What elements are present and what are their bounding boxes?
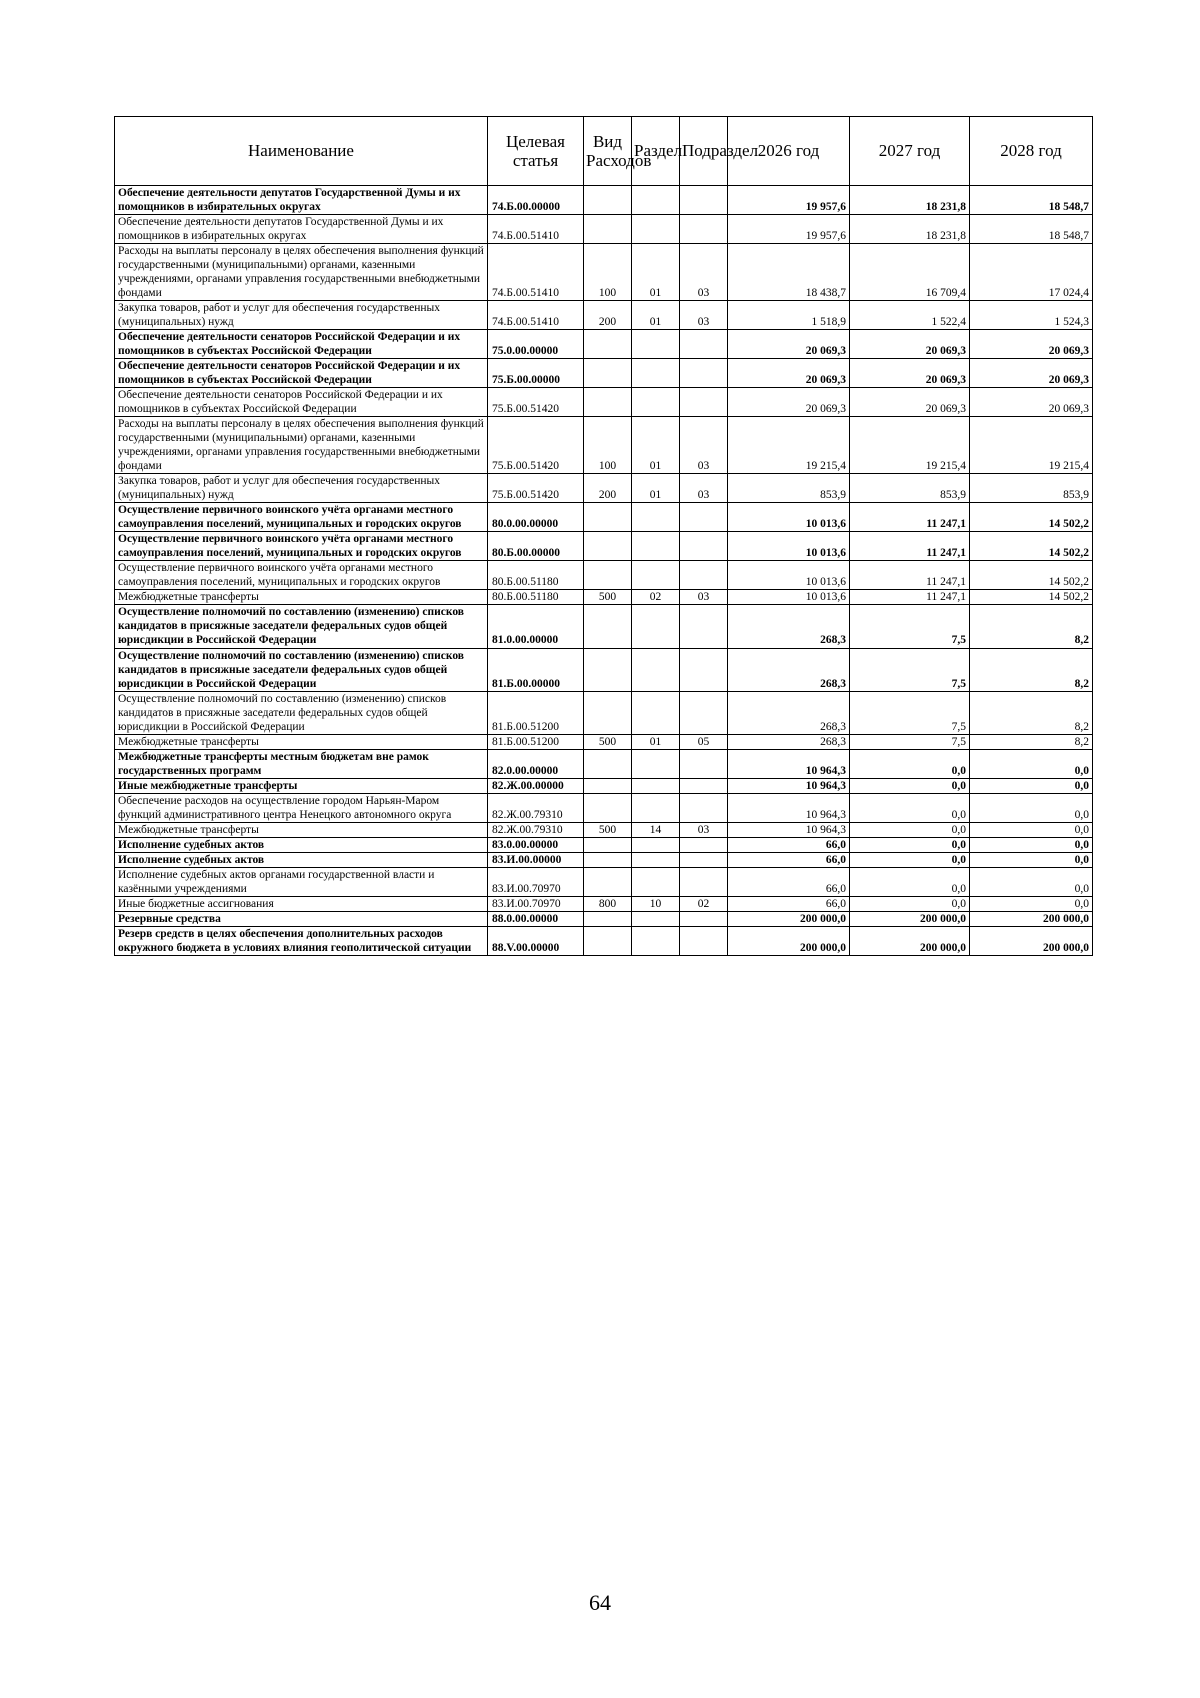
name-cell: Осуществление полномочий по составлению (изменению) списков кандидатов в присяжные заседатели федеральных судов общей юрисдикции в Российской Федерации (115, 648, 488, 691)
table-row (115, 301, 1093, 330)
name-cell: Резервные средства (115, 911, 488, 926)
target-article-cell: 80.0.00.00000 (488, 503, 584, 532)
section-cell: 01 (632, 301, 680, 330)
amount-2026-cell: 10 013,6 (728, 590, 850, 605)
amount-2028-cell: 19 215,4 (970, 417, 1093, 474)
amount-2026-cell: 200 000,0 (728, 911, 850, 926)
table-row (115, 561, 1093, 590)
expense-kind-cell (584, 867, 632, 896)
target-article-cell: 81.Б.00.00000 (488, 648, 584, 691)
subsection-cell: 03 (680, 474, 728, 503)
amount-2028-cell: 0,0 (970, 896, 1093, 911)
page-number: 64 (589, 1590, 611, 1615)
expense-kind-cell (584, 837, 632, 852)
amount-2026-cell: 19 957,6 (728, 186, 850, 215)
expense-kind-cell (584, 359, 632, 388)
amount-2027-cell: 0,0 (850, 837, 970, 852)
target-article-cell: 81.Б.00.51200 (488, 734, 584, 749)
header-2027: 2027 год (850, 117, 970, 186)
amount-2026-cell: 19 215,4 (728, 417, 850, 474)
expense-kind-cell (584, 852, 632, 867)
section-cell (632, 359, 680, 388)
table-row (115, 822, 1093, 837)
section-cell (632, 605, 680, 648)
amount-2028-cell: 14 502,2 (970, 561, 1093, 590)
amount-2026-cell: 66,0 (728, 896, 850, 911)
amount-2027-cell: 11 247,1 (850, 561, 970, 590)
table-row (115, 215, 1093, 244)
header-2028: 2028 год (970, 117, 1093, 186)
amount-2026-cell: 19 957,6 (728, 215, 850, 244)
subsection-cell (680, 388, 728, 417)
table-row (115, 734, 1093, 749)
table-row (115, 896, 1093, 911)
amount-2027-cell: 1 522,4 (850, 301, 970, 330)
amount-2026-cell: 66,0 (728, 852, 850, 867)
target-article-cell: 81.Б.00.51200 (488, 691, 584, 734)
section-cell: 02 (632, 590, 680, 605)
amount-2026-cell: 20 069,3 (728, 330, 850, 359)
amount-2026-cell: 10 013,6 (728, 532, 850, 561)
expense-kind-cell (584, 926, 632, 955)
table-row (115, 926, 1093, 955)
name-cell: Обеспечение деятельности сенаторов Российской Федерации и их помощников в субъектах Российской Федерации (115, 359, 488, 388)
expense-kind-cell (584, 778, 632, 793)
expense-kind-cell: 100 (584, 244, 632, 301)
subsection-cell (680, 926, 728, 955)
amount-2027-cell: 11 247,1 (850, 532, 970, 561)
section-cell (632, 793, 680, 822)
amount-2028-cell: 14 502,2 (970, 590, 1093, 605)
target-article-cell: 75.Б.00.51420 (488, 474, 584, 503)
expense-kind-cell (584, 186, 632, 215)
amount-2028-cell: 0,0 (970, 867, 1093, 896)
amount-2028-cell: 14 502,2 (970, 503, 1093, 532)
amount-2027-cell: 20 069,3 (850, 388, 970, 417)
subsection-cell (680, 503, 728, 532)
amount-2027-cell: 0,0 (850, 896, 970, 911)
target-article-cell: 82.Ж.00.00000 (488, 778, 584, 793)
amount-2028-cell: 853,9 (970, 474, 1093, 503)
expense-kind-cell (584, 388, 632, 417)
amount-2026-cell: 10 964,3 (728, 822, 850, 837)
table-row (115, 691, 1093, 734)
table-row (115, 417, 1093, 474)
section-cell (632, 503, 680, 532)
subsection-cell (680, 215, 728, 244)
amount-2027-cell: 11 247,1 (850, 503, 970, 532)
amount-2026-cell: 268,3 (728, 734, 850, 749)
name-cell: Иные бюджетные ассигнования (115, 896, 488, 911)
name-cell: Исполнение судебных актов органами государственной власти и казёнными учреждениями (115, 867, 488, 896)
table-row (115, 388, 1093, 417)
amount-2028-cell: 8,2 (970, 691, 1093, 734)
target-article-cell: 80.Б.00.51180 (488, 590, 584, 605)
header-expense-kind: Вид Расходов (584, 117, 632, 186)
subsection-cell (680, 648, 728, 691)
table-row (115, 532, 1093, 561)
budget-table (114, 116, 1093, 956)
table-row (115, 837, 1093, 852)
name-cell: Межбюджетные трансферты (115, 734, 488, 749)
name-cell: Исполнение судебных актов (115, 852, 488, 867)
name-cell: Обеспечение деятельности сенаторов Российской Федерации и их помощников в субъектах Российской Федерации (115, 388, 488, 417)
expense-kind-cell (584, 503, 632, 532)
subsection-cell (680, 778, 728, 793)
expense-kind-cell (584, 561, 632, 590)
expense-kind-cell: 500 (584, 822, 632, 837)
expense-kind-cell: 100 (584, 417, 632, 474)
section-cell (632, 911, 680, 926)
amount-2026-cell: 268,3 (728, 691, 850, 734)
target-article-cell: 82.Ж.00.79310 (488, 822, 584, 837)
subsection-cell: 03 (680, 301, 728, 330)
expense-kind-cell (584, 648, 632, 691)
header-subsection: Подраздел (680, 117, 728, 186)
section-cell (632, 215, 680, 244)
target-article-cell: 75.Б.00.51420 (488, 417, 584, 474)
section-cell: 14 (632, 822, 680, 837)
amount-2027-cell: 11 247,1 (850, 590, 970, 605)
target-article-cell: 75.Б.00.51420 (488, 388, 584, 417)
amount-2028-cell: 0,0 (970, 793, 1093, 822)
amount-2028-cell: 200 000,0 (970, 911, 1093, 926)
target-article-cell: 75.0.00.00000 (488, 330, 584, 359)
section-cell: 01 (632, 474, 680, 503)
table-row (115, 778, 1093, 793)
table-row (115, 605, 1093, 648)
table-row (115, 852, 1093, 867)
name-cell: Обеспечение деятельности депутатов Государственной Думы и их помощников в избирательных округах (115, 215, 488, 244)
name-cell: Межбюджетные трансферты (115, 822, 488, 837)
target-article-cell: 88.V.00.00000 (488, 926, 584, 955)
amount-2026-cell: 18 438,7 (728, 244, 850, 301)
amount-2028-cell: 14 502,2 (970, 532, 1093, 561)
subsection-cell (680, 561, 728, 590)
table-row (115, 359, 1093, 388)
section-cell (632, 648, 680, 691)
amount-2027-cell: 19 215,4 (850, 417, 970, 474)
amount-2026-cell: 66,0 (728, 867, 850, 896)
amount-2026-cell: 66,0 (728, 837, 850, 852)
target-article-cell: 75.Б.00.00000 (488, 359, 584, 388)
name-cell: Расходы на выплаты персоналу в целях обеспечения выполнения функций государственными (муниципальными) органами, казенными учреждениями, органами управления государственными внебюджетными фондами (115, 417, 488, 474)
amount-2028-cell: 0,0 (970, 778, 1093, 793)
amount-2027-cell: 7,5 (850, 734, 970, 749)
subsection-cell (680, 605, 728, 648)
target-article-cell: 80.Б.00.51180 (488, 561, 584, 590)
amount-2026-cell: 268,3 (728, 648, 850, 691)
amount-2027-cell: 18 231,8 (850, 215, 970, 244)
amount-2027-cell: 0,0 (850, 749, 970, 778)
amount-2028-cell: 17 024,4 (970, 244, 1093, 301)
table-row (115, 911, 1093, 926)
subsection-cell (680, 359, 728, 388)
target-article-cell: 83.0.00.00000 (488, 837, 584, 852)
amount-2027-cell: 0,0 (850, 793, 970, 822)
target-article-cell: 83.И.00.70970 (488, 867, 584, 896)
subsection-cell (680, 330, 728, 359)
amount-2026-cell: 10 964,3 (728, 749, 850, 778)
subsection-cell (680, 691, 728, 734)
expense-kind-cell (584, 691, 632, 734)
amount-2028-cell: 18 548,7 (970, 186, 1093, 215)
amount-2028-cell: 0,0 (970, 822, 1093, 837)
amount-2027-cell: 0,0 (850, 867, 970, 896)
subsection-cell: 05 (680, 734, 728, 749)
amount-2026-cell: 10 013,6 (728, 503, 850, 532)
amount-2027-cell: 7,5 (850, 648, 970, 691)
amount-2026-cell: 200 000,0 (728, 926, 850, 955)
subsection-cell: 03 (680, 822, 728, 837)
section-cell: 01 (632, 734, 680, 749)
section-cell (632, 691, 680, 734)
target-article-cell: 81.0.00.00000 (488, 605, 584, 648)
table-row (115, 749, 1093, 778)
expense-kind-cell (584, 215, 632, 244)
section-cell (632, 388, 680, 417)
expense-kind-cell: 200 (584, 301, 632, 330)
table-row (115, 474, 1093, 503)
table-row (115, 186, 1093, 215)
amount-2026-cell: 268,3 (728, 605, 850, 648)
name-cell: Осуществление первичного воинского учёта органами местного самоуправления поселений, муниципальных и городских округов (115, 561, 488, 590)
subsection-cell: 03 (680, 417, 728, 474)
table-row (115, 648, 1093, 691)
amount-2027-cell: 200 000,0 (850, 911, 970, 926)
section-cell (632, 867, 680, 896)
section-cell (632, 852, 680, 867)
expense-kind-cell: 500 (584, 590, 632, 605)
header-2026: 2026 год (728, 117, 850, 186)
name-cell: Закупка товаров, работ и услуг для обеспечения государственных (муниципальных) нужд (115, 301, 488, 330)
subsection-cell (680, 793, 728, 822)
amount-2026-cell: 20 069,3 (728, 388, 850, 417)
table-row (115, 793, 1093, 822)
expense-kind-cell (584, 330, 632, 359)
section-cell: 01 (632, 417, 680, 474)
table-row (115, 503, 1093, 532)
table-body (115, 186, 1093, 956)
subsection-cell: 03 (680, 244, 728, 301)
name-cell: Резерв средств в целях обеспечения дополнительных расходов окружного бюджета в условиях влияния геополитической ситуации (115, 926, 488, 955)
header-section: Раздел (632, 117, 680, 186)
amount-2026-cell: 10 964,3 (728, 793, 850, 822)
subsection-cell (680, 852, 728, 867)
subsection-cell (680, 532, 728, 561)
amount-2028-cell: 8,2 (970, 605, 1093, 648)
target-article-cell: 74.Б.00.51410 (488, 244, 584, 301)
target-article-cell: 83.И.00.70970 (488, 896, 584, 911)
amount-2027-cell: 0,0 (850, 822, 970, 837)
subsection-cell (680, 867, 728, 896)
section-cell (632, 186, 680, 215)
amount-2028-cell: 0,0 (970, 749, 1093, 778)
amount-2028-cell: 8,2 (970, 648, 1093, 691)
amount-2027-cell: 18 231,8 (850, 186, 970, 215)
subsection-cell (680, 911, 728, 926)
target-article-cell: 82.Ж.00.79310 (488, 793, 584, 822)
section-cell (632, 926, 680, 955)
amount-2028-cell: 20 069,3 (970, 359, 1093, 388)
name-cell: Обеспечение деятельности сенаторов Российской Федерации и их помощников в субъектах Российской Федерации (115, 330, 488, 359)
subsection-cell (680, 749, 728, 778)
section-cell (632, 561, 680, 590)
subsection-cell (680, 837, 728, 852)
amount-2026-cell: 10 013,6 (728, 561, 850, 590)
amount-2027-cell: 20 069,3 (850, 330, 970, 359)
section-cell (632, 778, 680, 793)
expense-kind-cell (584, 749, 632, 778)
amount-2027-cell: 0,0 (850, 778, 970, 793)
name-cell: Осуществление первичного воинского учёта органами местного самоуправления поселений, муниципальных и городских округов (115, 532, 488, 561)
amount-2026-cell: 20 069,3 (728, 359, 850, 388)
expense-kind-cell: 500 (584, 734, 632, 749)
amount-2027-cell: 853,9 (850, 474, 970, 503)
amount-2028-cell: 20 069,3 (970, 388, 1093, 417)
section-cell (632, 532, 680, 561)
amount-2027-cell: 16 709,4 (850, 244, 970, 301)
amount-2027-cell: 20 069,3 (850, 359, 970, 388)
amount-2028-cell: 8,2 (970, 734, 1093, 749)
expense-kind-cell (584, 532, 632, 561)
amount-2028-cell: 200 000,0 (970, 926, 1093, 955)
target-article-cell: 74.Б.00.00000 (488, 186, 584, 215)
expense-kind-cell (584, 911, 632, 926)
target-article-cell: 88.0.00.00000 (488, 911, 584, 926)
section-cell: 10 (632, 896, 680, 911)
name-cell: Обеспечение расходов на осуществление городом Нарьян-Маром функций административного центра Ненецкого автономного округа (115, 793, 488, 822)
name-cell: Исполнение судебных актов (115, 837, 488, 852)
header-name: Наименование (115, 117, 488, 186)
name-cell: Расходы на выплаты персоналу в целях обеспечения выполнения функций государственными (муниципальными) органами, казенными учреждениями, органами управления государственными внебюджетными фондами (115, 244, 488, 301)
name-cell: Осуществление первичного воинского учёта органами местного самоуправления поселений, муниципальных и городских округов (115, 503, 488, 532)
target-article-cell: 74.Б.00.51410 (488, 215, 584, 244)
header-target-article: Целевая статья (488, 117, 584, 186)
target-article-cell: 80.Б.00.00000 (488, 532, 584, 561)
amount-2028-cell: 18 548,7 (970, 215, 1093, 244)
table-row (115, 590, 1093, 605)
amount-2026-cell: 1 518,9 (728, 301, 850, 330)
expense-kind-cell (584, 793, 632, 822)
amount-2026-cell: 10 964,3 (728, 778, 850, 793)
name-cell: Закупка товаров, работ и услуг для обеспечения государственных (муниципальных) нужд (115, 474, 488, 503)
amount-2027-cell: 7,5 (850, 605, 970, 648)
expense-kind-cell: 200 (584, 474, 632, 503)
amount-2028-cell: 1 524,3 (970, 301, 1093, 330)
name-cell: Межбюджетные трансферты местным бюджетам вне рамок государственных программ (115, 749, 488, 778)
target-article-cell: 83.И.00.00000 (488, 852, 584, 867)
amount-2027-cell: 0,0 (850, 852, 970, 867)
section-cell (632, 837, 680, 852)
amount-2028-cell: 0,0 (970, 852, 1093, 867)
subsection-cell (680, 186, 728, 215)
table-header-row (115, 117, 1093, 186)
amount-2027-cell: 7,5 (850, 691, 970, 734)
section-cell: 01 (632, 244, 680, 301)
name-cell: Обеспечение деятельности депутатов Государственной Думы и их помощников в избирательных округах (115, 186, 488, 215)
table-row (115, 244, 1093, 301)
amount-2027-cell: 200 000,0 (850, 926, 970, 955)
subsection-cell: 03 (680, 590, 728, 605)
amount-2028-cell: 0,0 (970, 837, 1093, 852)
name-cell: Межбюджетные трансферты (115, 590, 488, 605)
expense-kind-cell: 800 (584, 896, 632, 911)
table-row (115, 330, 1093, 359)
expense-kind-cell (584, 605, 632, 648)
amount-2026-cell: 853,9 (728, 474, 850, 503)
name-cell: Иные межбюджетные трансферты (115, 778, 488, 793)
section-cell (632, 330, 680, 359)
target-article-cell: 74.Б.00.51410 (488, 301, 584, 330)
amount-2028-cell: 20 069,3 (970, 330, 1093, 359)
section-cell (632, 749, 680, 778)
name-cell: Осуществление полномочий по составлению (изменению) списков кандидатов в присяжные заседатели федеральных судов общей юрисдикции в Российской Федерации (115, 691, 488, 734)
target-article-cell: 82.0.00.00000 (488, 749, 584, 778)
subsection-cell: 02 (680, 896, 728, 911)
table-row (115, 867, 1093, 896)
name-cell: Осуществление полномочий по составлению (изменению) списков кандидатов в присяжные заседатели федеральных судов общей юрисдикции в Российской Федерации (115, 605, 488, 648)
